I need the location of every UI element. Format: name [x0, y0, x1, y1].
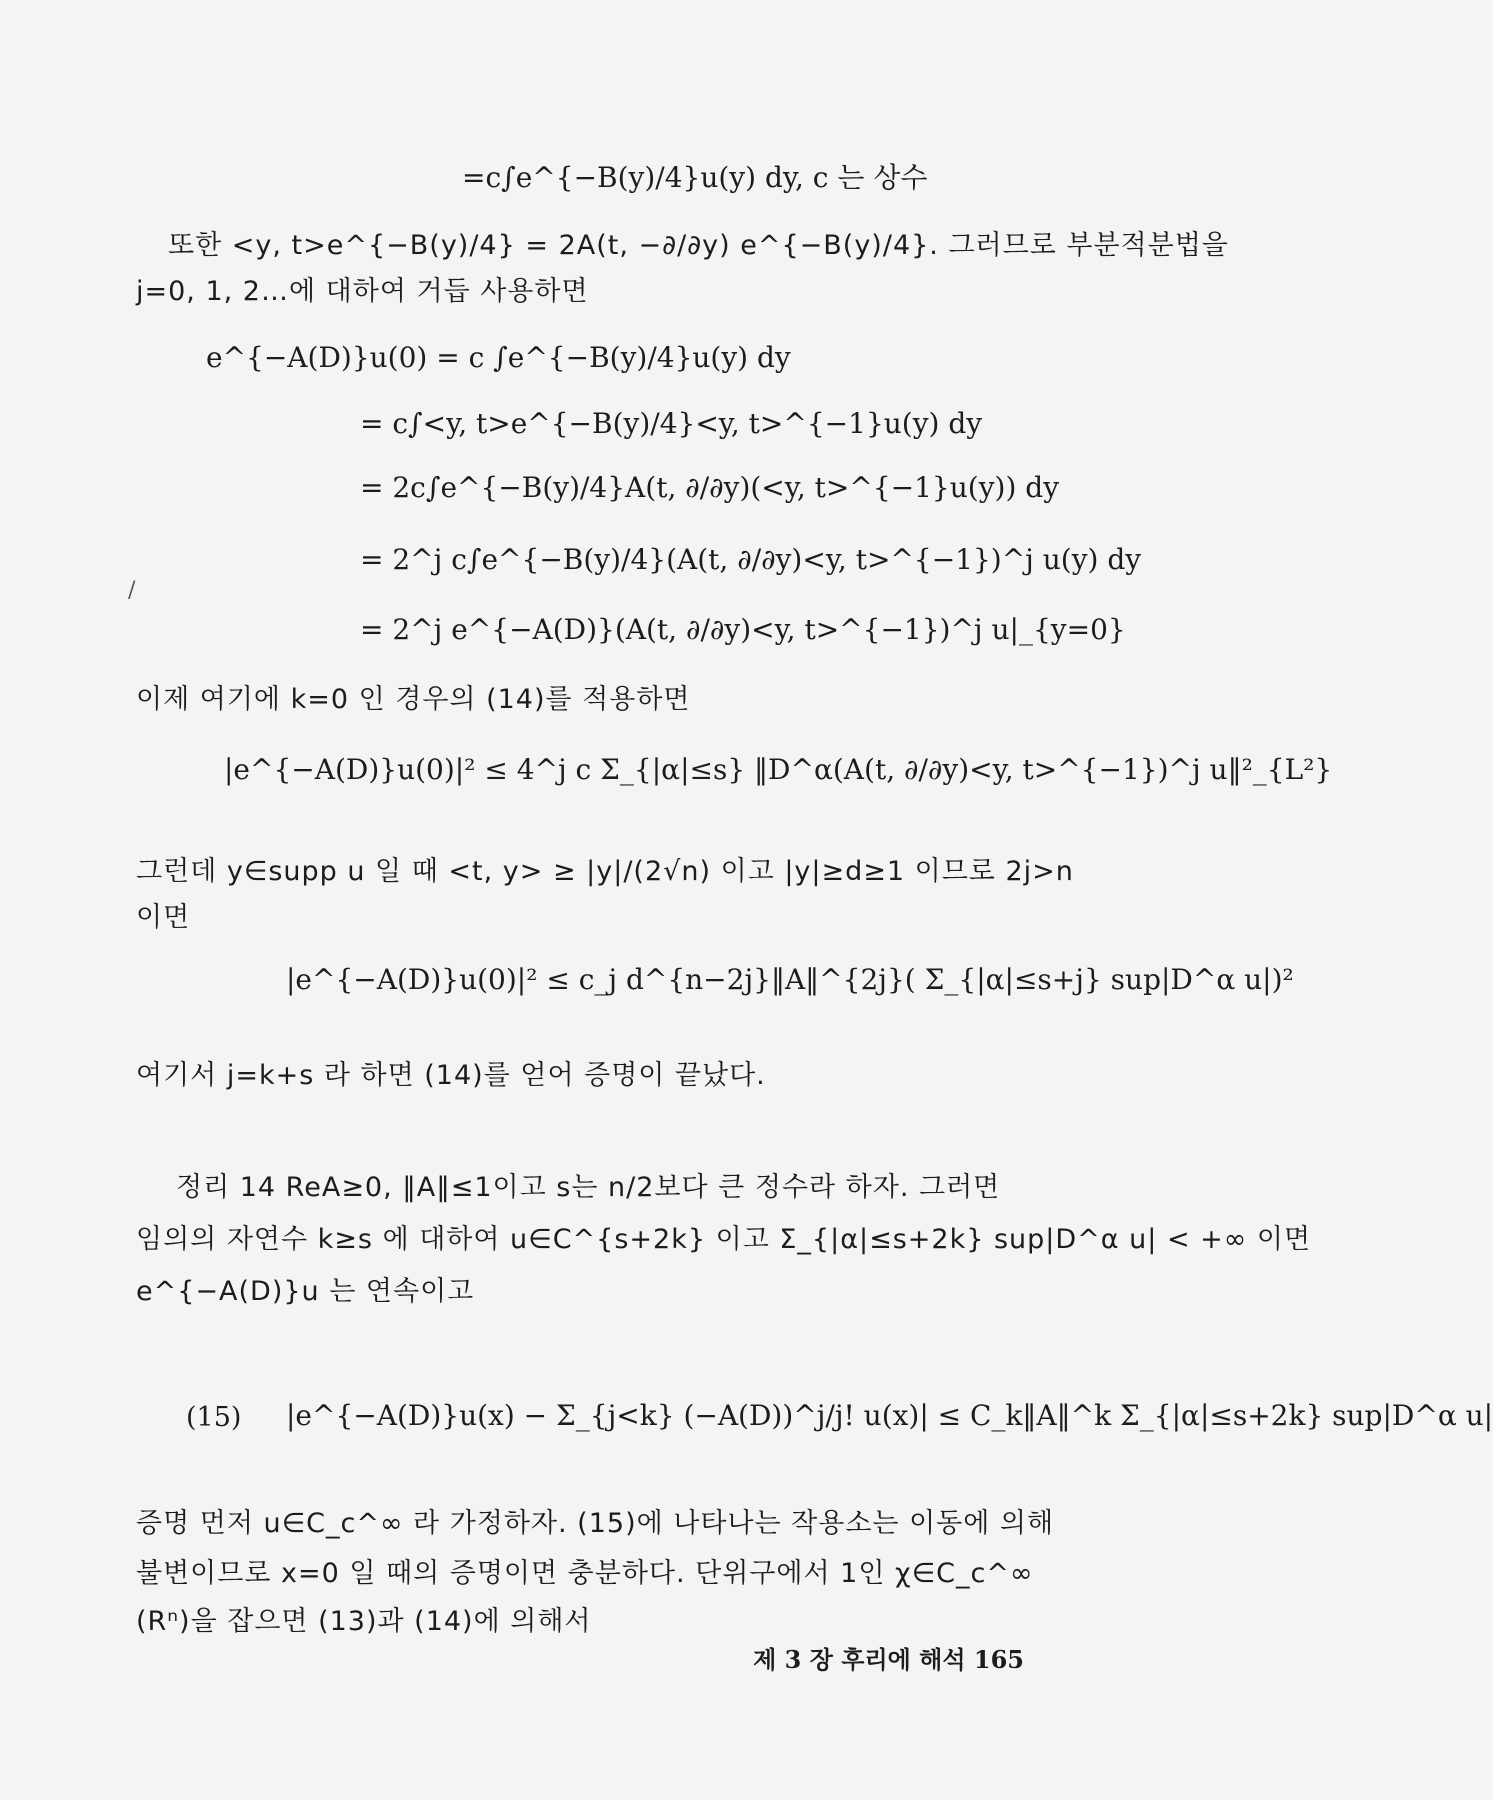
equation-line: |e^{−A(D)}u(0)|² ≤ 4^j c Σ_{|α|≤s} ‖D^α(A(t, ∂/∂y)<y, t>^{−1})^j u‖²_{L²}	[224, 753, 1333, 786]
equation-line: |e^{−A(D)}u(x) − Σ_{j<k} (−A(D))^j/j! u(x)| ≤ C_k‖A‖^k Σ_{|α|≤s+2k} sup|D^α u|	[286, 1399, 1493, 1432]
text-line: 또한 <y, t>e^{−B(y)/4} = 2A(t, −∂/∂y) e^{−B(y)/4}. 그러므로 부분적분법을	[168, 230, 1229, 261]
theorem-line: 정리 14 ReA≥0, ‖A‖≤1이고 s는 n/2보다 큰 정수라 하자. 그러면	[176, 1172, 1001, 1203]
equation-line: e^{−A(D)}u(0) = c ∫e^{−B(y)/4}u(y) dy	[206, 341, 791, 374]
equation-line: = 2^j c∫e^{−B(y)/4}(A(t, ∂/∂y)<y, t>^{−1})^j u(y) dy	[360, 543, 1142, 576]
text-line: 이면	[136, 902, 191, 933]
equation-line: = 2^j e^{−A(D)}(A(t, ∂/∂y)<y, t>^{−1})^j u|_{y=0}	[360, 613, 1126, 646]
text-line: j=0, 1, 2…에 대하여 거듭 사용하면	[136, 276, 589, 307]
page-footer: 제 3 장 후리에 해석 165	[753, 1645, 1024, 1674]
text-line: 여기서 j=k+s 라 하면 (14)를 얻어 증명이 끝났다.	[136, 1060, 766, 1091]
equation-number: (15)	[186, 1402, 242, 1433]
theorem-line: 임의의 자연수 k≥s 에 대하여 u∈C^{s+2k} 이고 Σ_{|α|≤s+2k} sup|D^α u| < +∞ 이면	[136, 1224, 1312, 1255]
equation-line: =c∫e^{−B(y)/4}u(y) dy, c 는 상수	[462, 161, 928, 194]
text-line: 이제 여기에 k=0 인 경우의 (14)를 적용하면	[136, 684, 691, 715]
proof-line: 증명 먼저 u∈C_c^∞ 라 가정하자. (15)에 나타나는 작용소는 이동에 의해	[136, 1508, 1055, 1539]
proof-line: 불변이므로 x=0 일 때의 증명이면 충분하다. 단위구에서 1인 χ∈C_c^∞	[136, 1558, 1034, 1589]
equation-line: = c∫<y, t>e^{−B(y)/4}<y, t>^{−1}u(y) dy	[360, 407, 983, 440]
stray-mark: /	[128, 578, 136, 603]
text-line: 그런데 y∈supp u 일 때 <t, y> ≥ |y|/(2√n) 이고 |y|≥d≥1 이므로 2j>n	[136, 856, 1074, 887]
equation-line: = 2c∫e^{−B(y)/4}A(t, ∂/∂y)(<y, t>^{−1}u(y)) dy	[360, 471, 1060, 504]
equation-line: |e^{−A(D)}u(0)|² ≤ c_j d^{n−2j}‖A‖^{2j}( Σ_{|α|≤s+j} sup|D^α u|)²	[286, 963, 1294, 996]
proof-line: (Rⁿ)을 잡으면 (13)과 (14)에 의해서	[136, 1606, 592, 1637]
theorem-line: e^{−A(D)}u 는 연속이고	[136, 1276, 475, 1307]
